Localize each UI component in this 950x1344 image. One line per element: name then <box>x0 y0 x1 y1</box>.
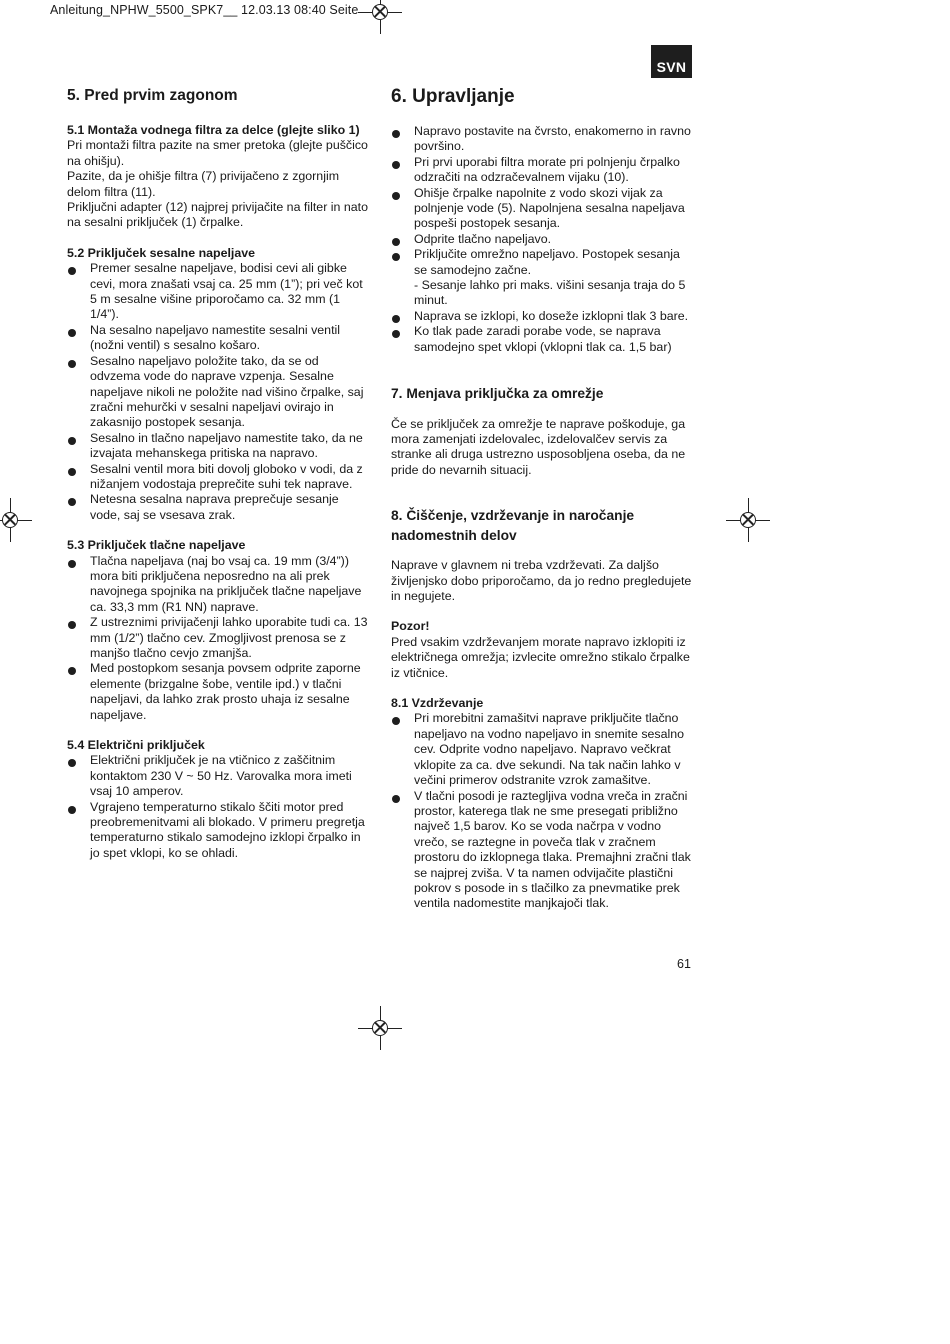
registration-mark-top-icon <box>358 0 402 34</box>
section-5-2-title: 5.2 Priključek sesalne napeljave <box>67 245 256 260</box>
list-item: Naprava se izklopi, ko doseže izklopni tlak 3 bare. <box>391 309 694 324</box>
list-item: Pri morebitni zamašitvi naprave priključite tlačno napeljavo na vodno napeljavo in snemite sesalno cev. Odprite vodno napeljavo. Napravo večkrat vklopite za ca. dve sekundi. Na tak način lahko v večini primerov odstranite vzrok zamašitve. <box>391 711 694 788</box>
bullet-list <box>67 261 370 523</box>
paragraph: Če se priključek za omrežje te naprave poškoduje, ga mora zamenjati izdelovalec, izdelovalčev servis za stranke ali druga ustrezno usposobljena oseba, da ne pride do nevarnih situacij. <box>391 416 686 477</box>
section-5-4-title: 5.4 Električni priključek <box>67 738 205 753</box>
paragraph: Priključni adapter (12) najprej privijačite na filter in nato na sesalni priključek (1) črpalke. <box>67 200 368 230</box>
warning-text: Pred vsakim vzdrževanjem morate napravo izklopiti iz električnega omrežja; izvlecite omrežno stikalo črpalke iz vtičnice. <box>391 634 690 680</box>
list-item-text: Priključite omrežno napeljavo. Postopek sesanja se samodejno začne. <box>414 247 680 277</box>
list-item: Ohišje črpalke napolnite z vodo skozi vijak za polnjenje vode (5). Napolnjena sesalna napeljava pospeši postopek sesanja. <box>391 186 694 232</box>
list-item: Električni priključek je na vtičnico z zaščitnim kontaktom 230 V ~ 50 Hz. Varovalka mora imeti vsaj 10 amperov. <box>67 753 370 799</box>
list-item <box>391 247 694 309</box>
list-item: Pri prvi uporabi filtra morate pri polnjenju črpalko odzračiti na odzračevalnem vijaku (10). <box>391 155 694 186</box>
list-item: Sesalno napeljavo položite tako, da se od odvzema vode do naprave vzpenja. Sesalne napeljave nikoli ne položite nad višino črpalke, saj zračni mehurčki v sesalni napeljavi ovirajo in zakasnijo postopek sesanja. <box>67 354 370 431</box>
bullet-list <box>391 711 694 911</box>
paragraph: Pazite, da je ohišje filtra (7) privijačeno z zgornjim delom filtra (11). <box>67 169 340 199</box>
file-info-header: Anleitung_NPHW_5500_SPK7__ 12.03.13 08:40 Seite <box>50 3 359 17</box>
list-item: Odprite tlačno napeljavo. <box>391 232 694 247</box>
list-item: Med postopkom sesanja povsem odprite zaporne elemente (brizgalne šobe, ventile ipd.) v tlačni napeljavi, da lahko zrak prosto uhaja iz sesalne napeljave. <box>67 661 370 723</box>
registration-mark-bottom-icon <box>358 1006 402 1050</box>
section-5-1-title: 5.1 Montaža vodnega filtra za delce (glejte sliko 1) <box>67 123 360 137</box>
warning-title: Pozor! <box>391 619 430 634</box>
page-number: 61 <box>677 957 691 971</box>
language-badge: SVN <box>651 45 692 78</box>
list-item-subtext: - Sesanje lahko pri maks. višini sesanja traja do 5 minut. <box>414 278 686 308</box>
right-column <box>391 86 694 912</box>
list-item: Na sesalno napeljavo namestite sesalni ventil (nožni ventil) s sesalno košaro. <box>67 323 370 354</box>
section-5-title: 5. Pred prvim zagonom <box>67 87 238 104</box>
list-item: Netesna sesalna naprava preprečuje sesanje vode, saj se vsesava zrak. <box>67 492 370 523</box>
bullet-list <box>67 753 370 861</box>
list-item: Tlačna napeljava (naj bo vsaj ca. 19 mm (3/4”)) mora biti priključena neposredno na ali prek navojnega spojnika na priključek tlačne napeljave ca. 33,3 mm (R1 NN) naprave. <box>67 554 370 616</box>
list-item: Napravo postavite na čvrsto, enakomerno in ravno površino. <box>391 124 694 155</box>
section-7-title: 7. Menjava priključka za omrežje <box>391 386 604 402</box>
list-item: Vgrajeno temperaturno stikalo ščiti motor pred preobremenitvami ali blokado. V primeru pregretja temperaturno stikalo samodejno izklopi črpalko in jo spet vklopi, ko se ohladi. <box>67 800 370 862</box>
list-item: V tlačni posodi je raztegljiva vodna vreča in zračni prostor, katerega tlak ne sme presegati približno največ 1,5 barov. Ko se voda načrpa v vodno vrečo, se raztegne in poveča tlak v zračnem prostoru do izklopnega tlaka. Premajhni zračni tlak se najprej zviša. V ta namen odvijačite plastični pokrov s posode in s tlačilko za pnevmatike prek ventila nadomestite manjkajoči tlak. <box>391 789 694 912</box>
paragraph: Pri montaži filtra pazite na smer pretoka (glejte puščico na ohišju). <box>67 138 368 168</box>
bullet-list <box>391 124 694 355</box>
section-8-title: 8. Čiščenje, vzdrževanje in naročanje nadomestnih delov <box>391 508 635 543</box>
list-item: Premer sesalne napeljave, bodisi cevi ali gibke cevi, mora znašati vsaj ca. 25 mm (1”); pri več kot 5 m sesalne višine priporočamo ca. 32 mm (1 1/4”). <box>67 261 370 323</box>
list-item: Z ustreznimi privijačenji lahko uporabite tudi ca. 13 mm (1/2”) tlačno cev. Zmogljivost prenosa se z manjšo tlačno cevjo zmanjša. <box>67 615 370 661</box>
section-5-3-title: 5.3 Priključek tlačne napeljave <box>67 538 246 553</box>
list-item: Sesalno in tlačno napeljavo namestite tako, da ne izvajata mehanskega pritiska na napravo. <box>67 431 370 462</box>
left-column <box>67 86 370 861</box>
section-6-title: 6. Upravljanje <box>391 86 515 107</box>
list-item: Sesalni ventil mora biti dovolj globoko v vodi, da z nižanjem vodostaja preprečite suhi tek naprave. <box>67 462 370 493</box>
registration-mark-left-icon <box>0 498 32 542</box>
paragraph: Naprave v glavnem ni treba vzdrževati. Za daljšo življenjsko dobo priporočamo, da jo redno pregledujete in negujete. <box>391 558 692 604</box>
registration-mark-right-icon <box>726 498 770 542</box>
bullet-list <box>67 554 370 723</box>
list-item: Ko tlak pade zaradi porabe vode, se naprava samodejno spet vklopi (vklopni tlak ca. 1,5 bar) <box>391 324 694 355</box>
section-8-1-title: 8.1 Vzdrževanje <box>391 696 484 711</box>
